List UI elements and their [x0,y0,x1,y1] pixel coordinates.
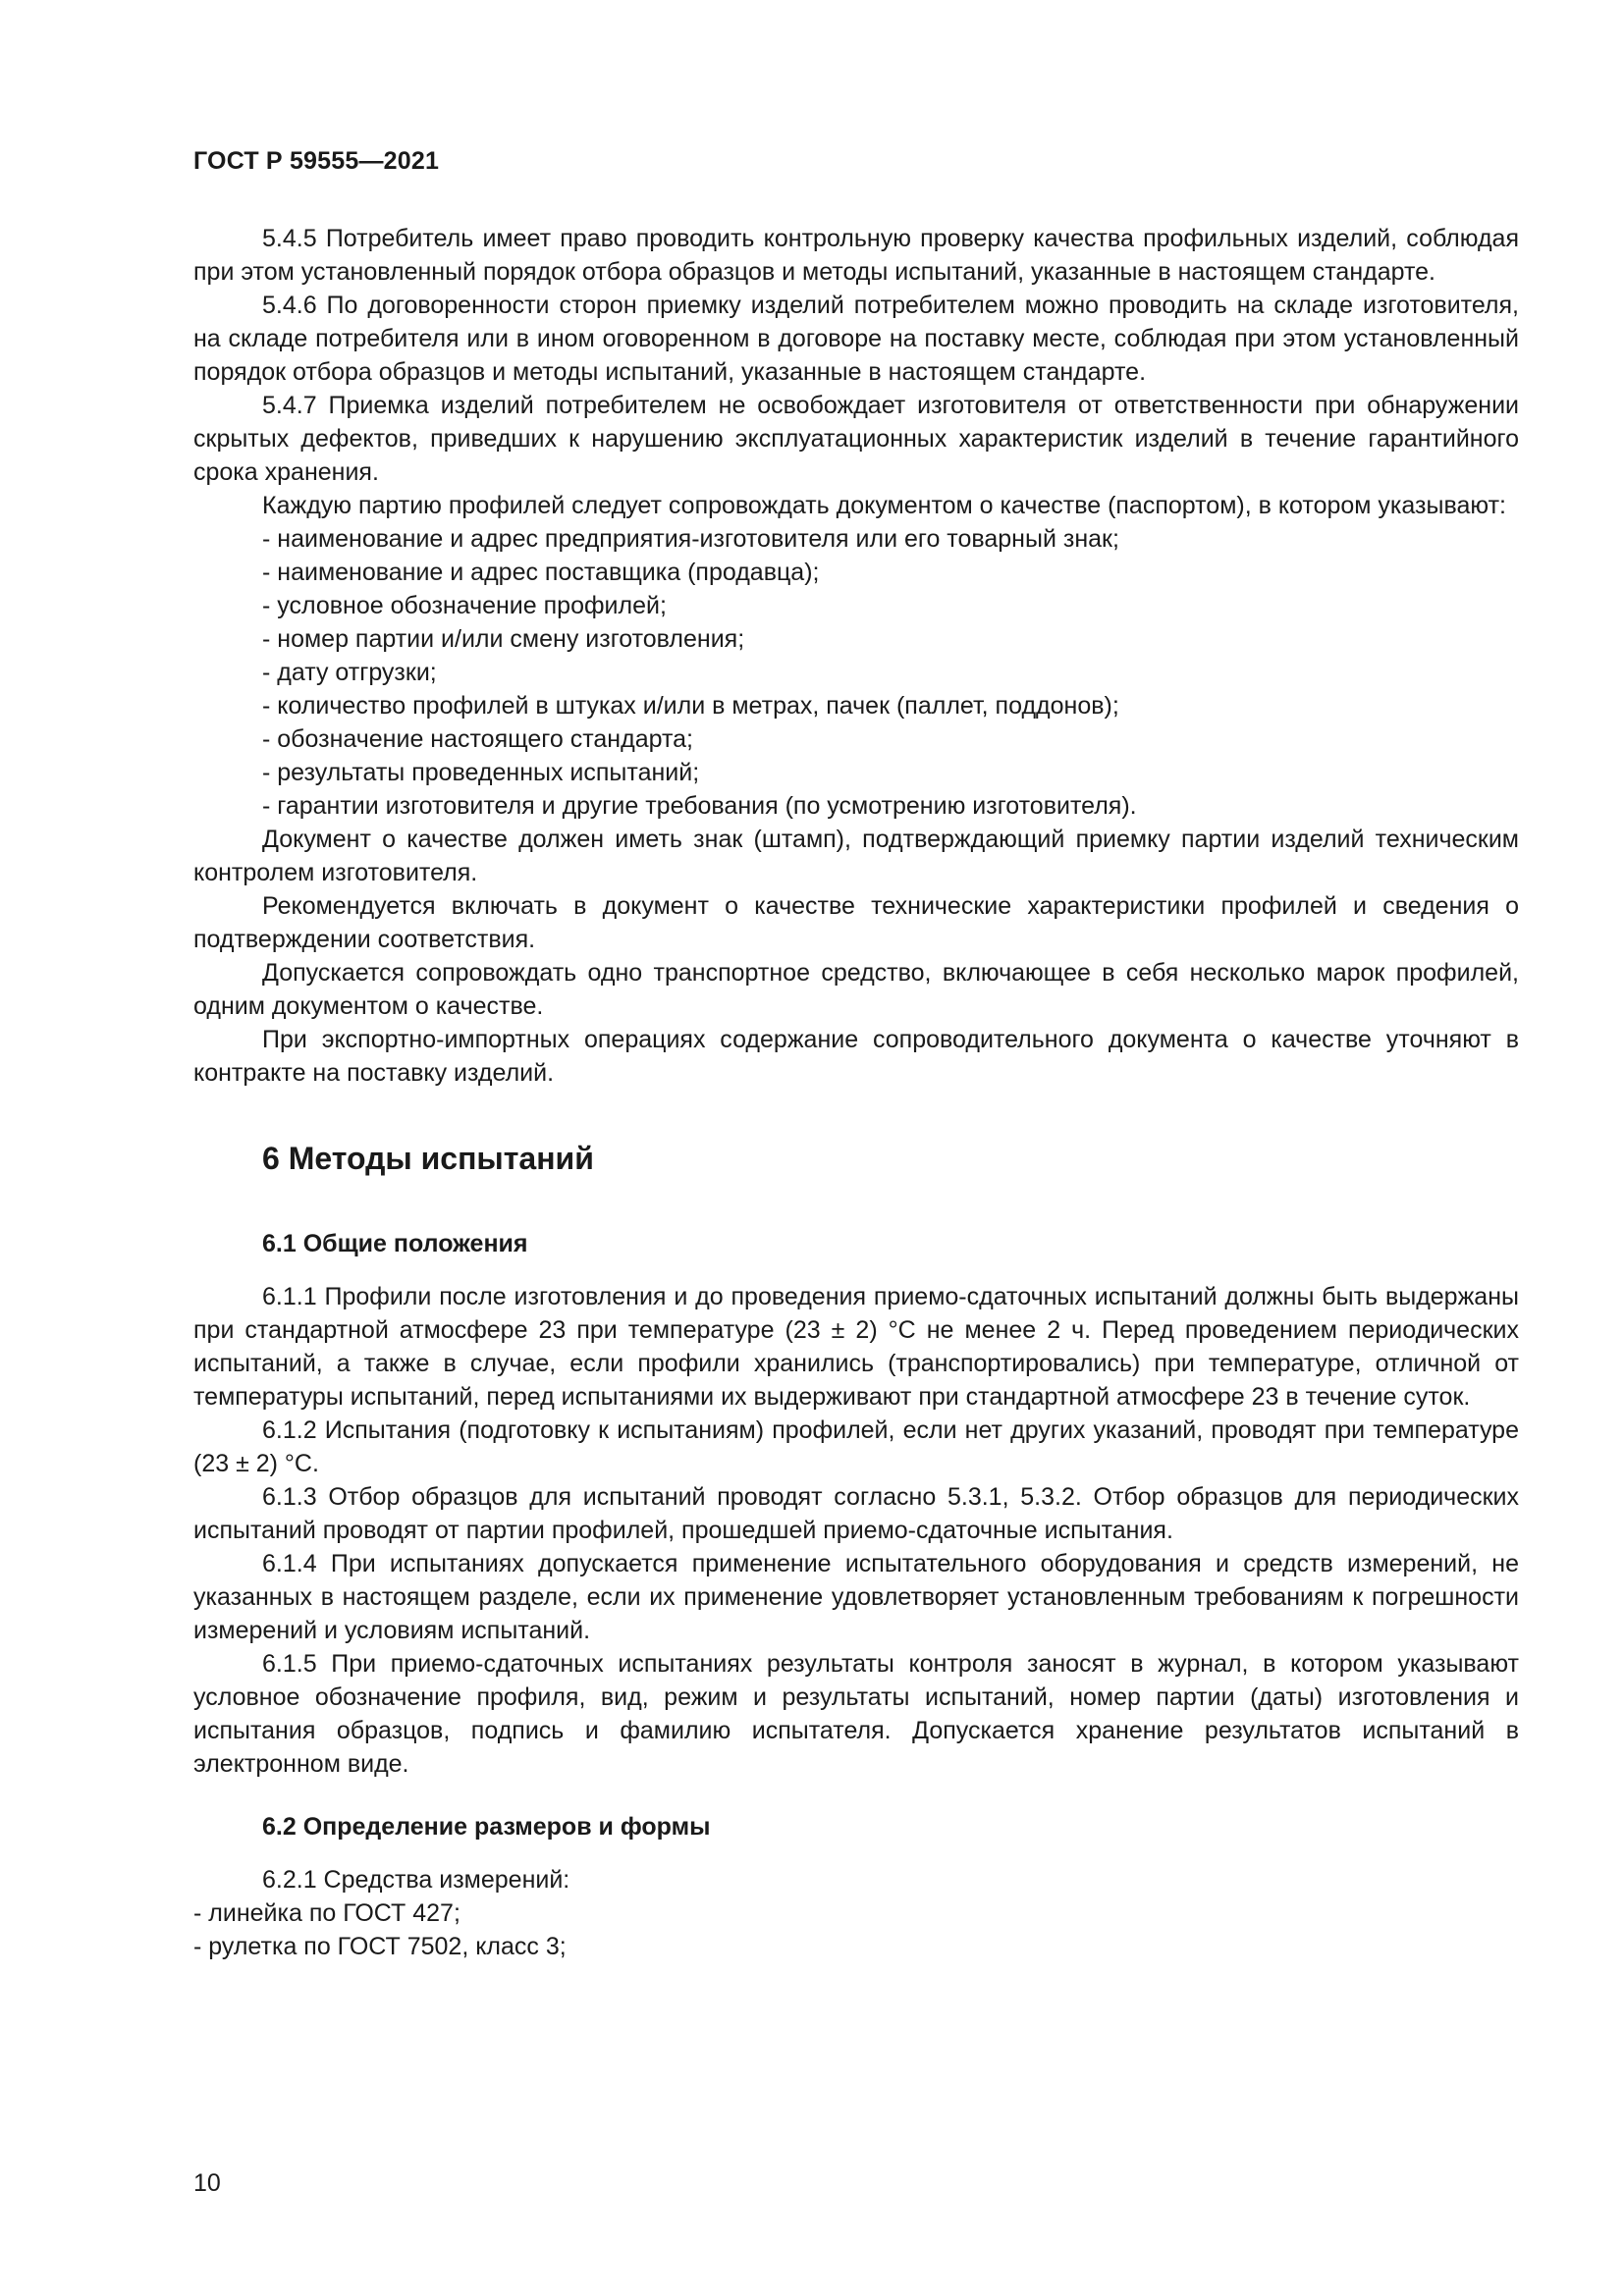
subsection-6-2-title: 6.2 Определение размеров и формы [262,1813,711,1841]
list-item: - наименование и адрес предприятия-изготовителя или его товарный знак; [262,525,1119,553]
list-item: - количество профилей в штуках и/или в метрах, пачек (паллет, поддонов); [262,692,1119,720]
page-number: 10 [193,2169,221,2197]
document-code-header: ГОСТ Р 59555—2021 [193,147,440,175]
list-item: - рулетка по ГОСТ 7502, класс 3; [193,1933,567,1960]
list-item: - условное обозначение профилей; [262,592,667,619]
spacer [193,1260,1519,1280]
paragraph-5-4-7: 5.4.7 Приемка изделий потребителем не освобождает изготовителя от ответственности при обнаружении скрытых дефектов, приведших к нарушению эксплуатационных характеристик изделий в течение гарантийного срока хранения. [193,392,1519,486]
paragraph-6-1-1: 6.1.1 Профили после изготовления и до проведения приемо-сдаточных испытаний должны быть выдержаны при стандартной атмосфере 23 при температуре (23 ± 2) °С не менее 2 ч. Перед проведением периодических испытаний, а также в случае, если профили хранились (транспортировались) при температуре, отличной от температуры испытаний, перед испытаниями их выдерживают при стандартной атмосфере 23 в течение суток. [193,1283,1519,1411]
list-item: - результаты проведенных испытаний; [262,759,700,786]
paragraph-stamp: Документ о качестве должен иметь знак (штамп), подтверждающий приемку партии изделий техническим контролем изготовителя. [193,826,1519,886]
list-item: - линейка по ГОСТ 427; [193,1899,460,1927]
paragraph-passport-intro: Каждую партию профилей следует сопровождать документом о качестве (паспортом), в котором указывают: [262,492,1506,519]
list-item: - обозначение настоящего стандарта; [262,725,693,753]
section-6-title: 6 Методы испытаний [262,1141,594,1176]
list-item: - дату отгрузки; [262,659,437,686]
paragraph-export: При экспортно-импортных операциях содержание сопроводительного документа о качестве уточняют в контракте на поставку изделий. [193,1026,1519,1087]
spacer [193,1178,1519,1227]
spacer [193,1843,1519,1863]
paragraph-5-4-5: 5.4.5 Потребитель имеет право проводить контрольную проверку качества профильных изделий, соблюдая при этом установленный порядок отбора образцов и методы испытаний, указанные в настоящем стандарте. [193,225,1519,286]
passport-items-list [193,522,1519,823]
paragraph-6-2-1: 6.2.1 Средства измерений: [262,1866,570,1894]
subsection-6-1-title: 6.1 Общие положения [262,1230,528,1257]
document-body [193,222,1519,1963]
list-item: - номер партии и/или смену изготовления; [262,625,745,653]
paragraph-6-1-3: 6.1.3 Отбор образцов для испытаний проводят согласно 5.3.1, 5.3.2. Отбор образцов для периодических испытаний проводят от партии профилей, прошедшей приемо-сдаточные испытания. [193,1483,1519,1544]
paragraph-5-4-6: 5.4.6 По договоренности сторон приемку изделий потребителем можно проводить на складе изготовителя, на складе потребителя или в ином оговоренном в договоре на поставку месте, соблюдая при этом установленный порядок отбора образцов и методы испытаний, указанные в настоящем стандарте. [193,292,1519,386]
paragraph-6-1-5: 6.1.5 При приемо-сдаточных испытаниях результаты контроля заносят в журнал, в котором указывают условное обозначение профиля, вид, режим и результаты испытаний, номер партии (даты) изготовления и испытания образцов, подпись и фамилию испытателя. Допускается хранение результатов испытаний в электронном виде. [193,1650,1519,1778]
paragraph-recommend: Рекомендуется включать в документ о качестве технические характеристики профилей и сведения о подтверждении соответствия. [193,892,1519,953]
measuring-tools-list [193,1896,1519,1963]
list-item: - гарантии изготовителя и другие требования (по усмотрению изготовителя). [262,792,1137,820]
paragraph-transport: Допускается сопровождать одно транспортное средство, включающее в себя несколько марок профилей, одним документом о качестве. [193,959,1519,1020]
spacer [193,1781,1519,1810]
paragraph-6-1-4: 6.1.4 При испытаниях допускается применение испытательного оборудования и средств измерений, не указанных в настоящем разделе, если их применение удовлетворяет установленным требованиям к погрешности измерений и условиям испытаний. [193,1550,1519,1644]
paragraph-6-1-2: 6.1.2 Испытания (подготовку к испытаниям) профилей, если нет других указаний, проводят при температуре (23 ± 2) °С. [193,1416,1519,1477]
list-item: - наименование и адрес поставщика (продавца); [262,559,820,586]
